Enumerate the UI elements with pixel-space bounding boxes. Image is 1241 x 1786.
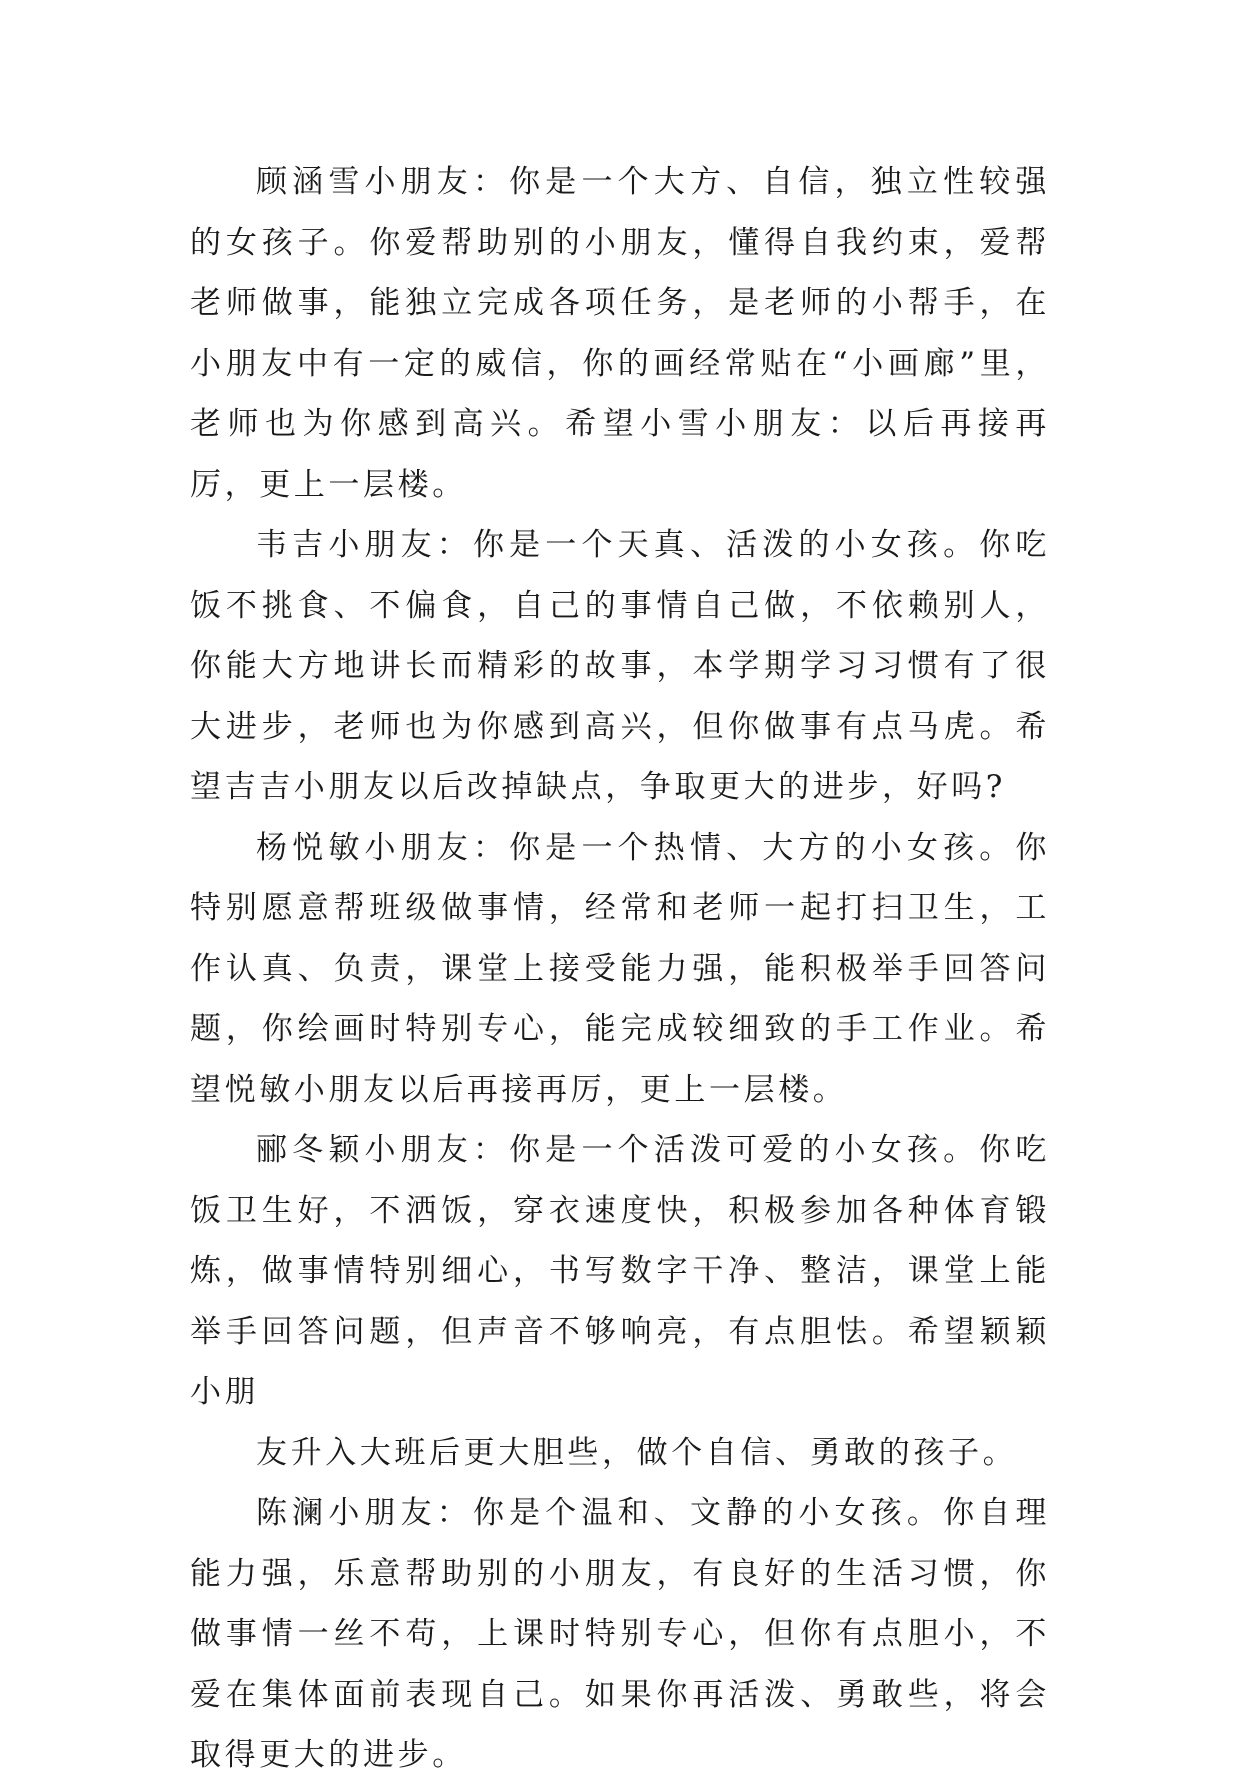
paragraph-li-dongying-continued: 友升入大班后更大胆些，做个自信、勇敢的孩子。 — [256, 1434, 1018, 1471]
paragraph-gu-hanxue: 顾涵雪小朋友：你是一个大方、自信，独立性较强的女孩子。你爱帮助别的小朋友，懂得自我约束，爱帮老师做事，能独立完成各项任务，是老师的小帮手，在小朋友中有一定的威信，你的画经常贴在“小画廊”里，老师也为你感到高兴。希望小雪小朋友：以后再接再厉，更上一层楼。 — [190, 164, 1050, 503]
document-body — [190, 152, 1050, 1786]
paragraph-yang-yuemin: 杨悦敏小朋友：你是一个热情、大方的小女孩。你特别愿意帮班级做事情，经常和老师一起打扫卫生，工作认真、负责，课堂上接受能力强，能积极举手回答问题，你绘画时特别专心，能完成较细致的手工作业。希望悦敏小朋友以后再接再厉，更上一层楼。 — [190, 829, 1050, 1108]
paragraph-li-dongying: 郦冬颖小朋友：你是一个活泼可爱的小女孩。你吃饭卫生好，不洒饭，穿衣速度快，积极参加各种体育锻炼，做事情特别细心，书写数字干净、整洁，课堂上能举手回答问题，但声音不够响亮，有点胆怯。希望颖颖小朋 — [190, 1132, 1050, 1410]
paragraph-chen-lan: 陈澜小朋友：你是个温和、文静的小女孩。你自理能力强，乐意帮助别的小朋友，有良好的生活习惯，你做事情一丝不苟，上课时特别专心，但你有点胆小，不爱在集体面前表现自己。如果你再活泼、勇敢些，将会取得更大的进步。 — [190, 1495, 1050, 1773]
paragraph-wei-ji: 韦吉小朋友：你是一个天真、活泼的小女孩。你吃饭不挑食、不偏食，自己的事情自己做，不依赖别人，你能大方地讲长而精彩的故事，本学期学习习惯有了很大进步，老师也为你感到高兴，但你做事有点马虎。希望吉吉小朋友以后改掉缺点，争取更大的进步，好吗? — [190, 527, 1050, 805]
